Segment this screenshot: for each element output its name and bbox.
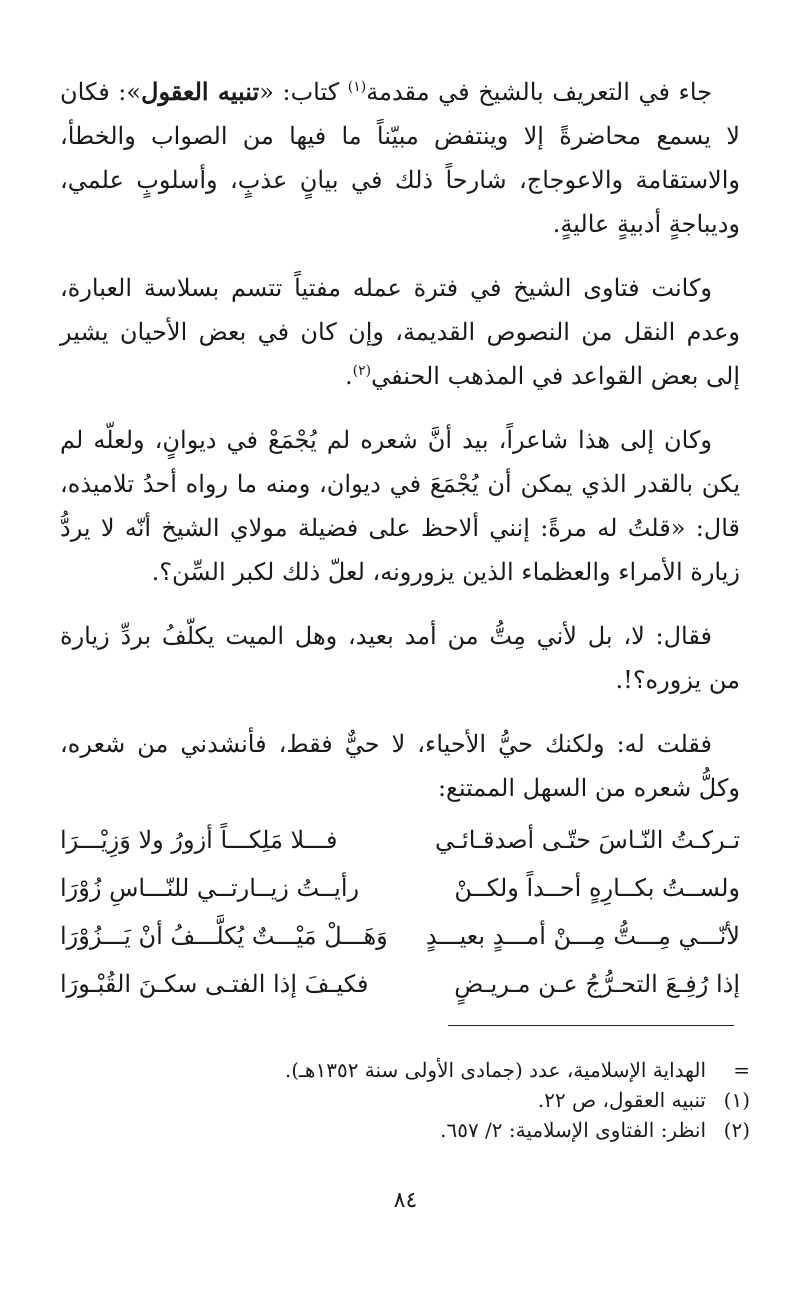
paragraph-1-text-c: »: فكان لا يسمع محاضرةً إلا وينتفض مبيّناً ما فيها من الصواب والخطأ، والاستقامة والاعوجاج، شارحاً ذلك في بيانٍ عذبٍ، وأسلوبٍ علمي، وديباجةٍ أدبيةٍ عاليةٍ. [60, 78, 740, 238]
paragraph-1-text-b: كتاب: « [259, 78, 348, 106]
footnote-text: تنبيه العقول، ص ٢٢. [537, 1088, 706, 1112]
footnote-mark: (٢) [723, 1118, 750, 1142]
paragraph-4: فقال: لا، بل لأني مِتُّ من أمد بعيد، وهل الميت يكلّفُ بردِّ زيارة من يزوره؟!. [60, 622, 740, 694]
verse-line [60, 864, 740, 912]
footnote-1 [60, 1085, 750, 1115]
paragraph-1 [60, 70, 740, 246]
verse-second-hemistich: فكيـفَ إذا الفتـى سكـنَ القُبْـورَا [60, 970, 369, 998]
verse-second-hemistich: فـــلا مَلِكـــاً أزورُ ولا وَزِيْـــرَا [60, 826, 338, 854]
verse-first-hemistich: لأنّـــي مِـــتُّ مِـــنْ أمـــدٍ بعيـــدٍ [425, 922, 740, 950]
paragraph-2-text-a: وكانت فتاوى الشيخ في فترة عمله مفتياً تتسم بسلاسة العبارة، وعدم النقل من النصوص القديمة، وإن كان في بعض الأحيان يشير إلى بعض القواعد في المذهب الحنفي [60, 274, 740, 390]
footnote-text: انظر: الفتاوى الإسلامية: ٢/ ٦٥٧. [440, 1118, 706, 1142]
paragraph-3: وكان إلى هذا شاعراً، بيد أنَّ شعره لم يُجْمَعْ في ديوانٍ، ولعلّه لم يكن بالقدر الذي يمكن أن يُجْمَعَ في ديوان، ومنه ما رواه أحدُ تلاميذه، قال: «قلتُ له مرةً: إنني ألاحظ على فضيلة مولاي الشيخ أنّه لا يردُّ زيارة الأمراء والعظماء الذين يزورونه، لعلّ ذلك لكبر السِّن؟. [60, 426, 740, 586]
footnotes [60, 1055, 750, 1145]
page-number: ٨٤ [393, 1188, 418, 1213]
book-title: تنبيه العقول [141, 77, 260, 106]
footnote-continued [60, 1055, 750, 1085]
footnote-text: الهداية الإسلامية، عدد (جمادى الأولى سنة ١٣٥٢هـ). [284, 1058, 706, 1082]
poem [60, 816, 740, 1008]
footnote-2 [60, 1115, 750, 1145]
page-body [60, 70, 740, 1008]
footnote-mark: = [733, 1058, 750, 1082]
verse-line [60, 816, 740, 864]
verse-second-hemistich: وَهَـــلْ مَيْـــتٌ يُكلَّـــفُ أنْ يَـــزُوْرَا [60, 922, 388, 950]
verse-first-hemistich: ولســتُ بكــارِهٍ أحــداً ولكــنْ [454, 874, 740, 902]
verse-first-hemistich: تـركـتُ النّـاسَ حتّـى أصدقـائـي [434, 826, 740, 854]
verse-second-hemistich: رأيــتُ زيــارتــي للنّـــاسِ زُوْرَا [60, 874, 360, 902]
footnote-ref-1[interactable]: (١) [347, 79, 367, 95]
paragraph-2 [60, 266, 740, 398]
footnote-ref-2[interactable]: (٢) [352, 363, 372, 379]
footnote-mark: (١) [723, 1088, 750, 1112]
verse-line [60, 960, 740, 1008]
paragraph-5: فقلت له: ولكنك حيُّ الأحياء، لا حيٌّ فقط، فأنشدني من شعره، وكلُّ شعره من السهل الممتنع: [60, 730, 740, 802]
paragraph-1-text-a: جاء في التعريف بالشيخ في مقدمة [366, 78, 712, 106]
paragraph-2-text-b: . [344, 362, 353, 390]
verse-first-hemistich: إذا رُفِـعَ التحـرُّجُ عـن مـريـضٍ [454, 970, 740, 998]
verse-line [60, 912, 740, 960]
footnote-separator [448, 1025, 734, 1026]
